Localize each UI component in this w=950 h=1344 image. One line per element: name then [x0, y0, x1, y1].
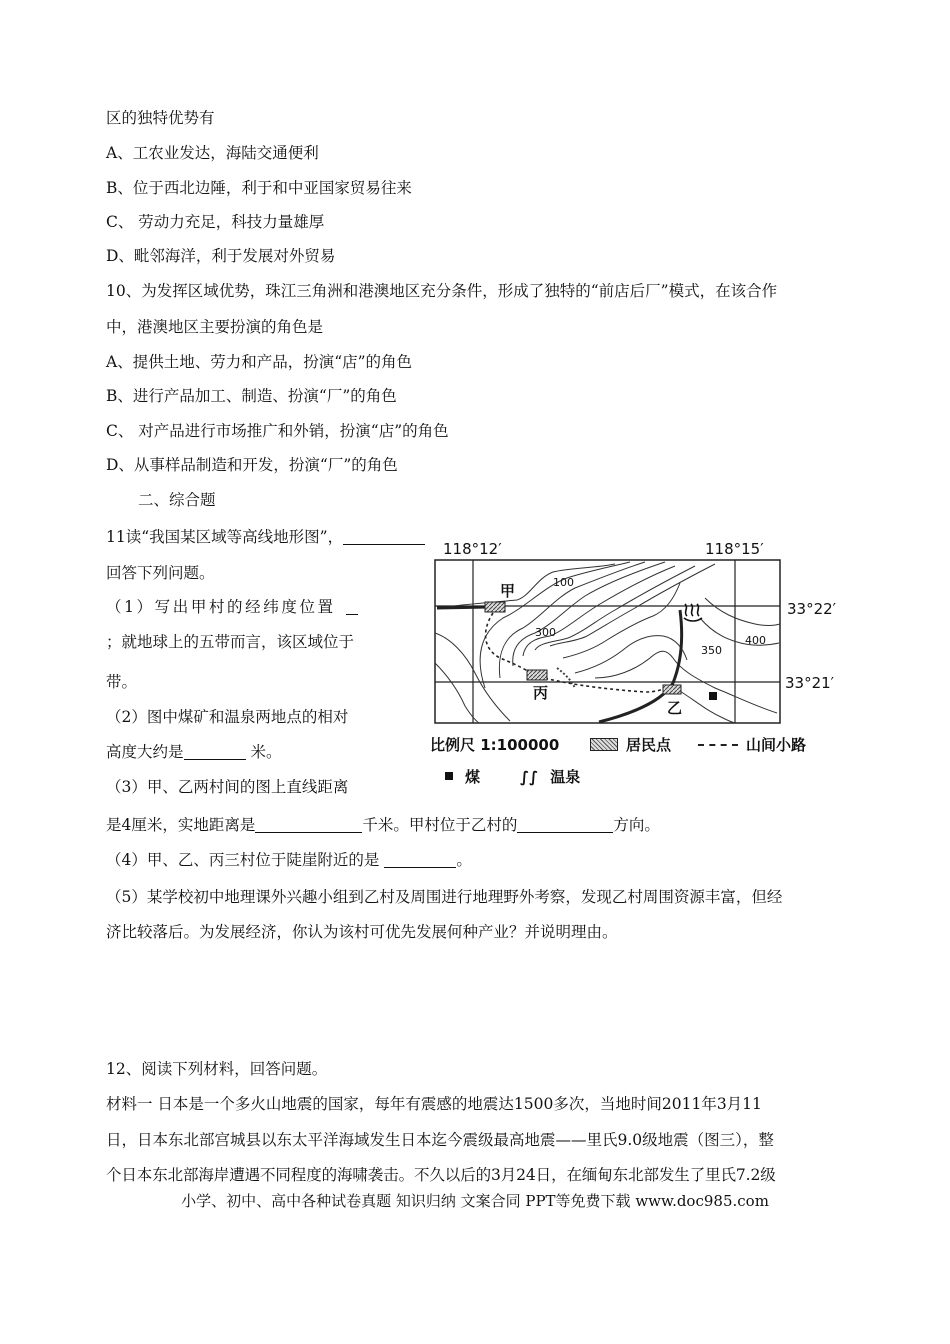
- residential-swatch: [590, 738, 618, 751]
- text-segment: （4）甲、乙、丙三村位于陡崖附近的是: [106, 851, 380, 869]
- path-swatch: [698, 744, 738, 746]
- section-heading: 二、综合题: [138, 491, 216, 509]
- question-10-cont: 中，港澳地区主要扮演的角色是: [106, 318, 324, 336]
- sub-question-3: （3）甲、乙两村间的图上直线距离: [106, 778, 349, 796]
- village-bing-label: 丙: [533, 684, 549, 702]
- material-1-cont: 个日本东北部海岸遭遇不同程度的海啸袭击。不久以后的3月24日，在缅甸东北部发生了里氏7.2级: [106, 1166, 776, 1184]
- village-yi-label: 乙: [667, 699, 683, 717]
- cliff: [557, 668, 575, 688]
- contour-label-400: 400: [745, 634, 766, 647]
- lon-left-label: 118°12′: [443, 540, 502, 558]
- coal-icon: [709, 692, 717, 700]
- coal-swatch: [445, 772, 453, 780]
- village-bing-marker: [527, 670, 547, 680]
- sub-question-1-text: （1）写出甲村的经纬度位置: [106, 598, 336, 616]
- page-footer: 小学、初中、高中各种试卷真题 知识归纳 文案合同 PPT等免费下载 www.doc985.com: [181, 1192, 769, 1210]
- text-segment: 。: [456, 851, 472, 869]
- option-b: B、进行产品加工、制造、扮演“厂”的角色: [106, 387, 397, 405]
- lat-bottom-label: 33°21′: [785, 674, 835, 692]
- option-a: A、提供土地、劳力和产品，扮演“店”的角色: [106, 353, 413, 371]
- option-d: D、从事样品制造和开发，扮演“厂”的角色: [106, 456, 398, 474]
- text-segment: 是4厘米，实地距离是: [106, 816, 256, 834]
- legend-path: [698, 734, 806, 755]
- question-12: 12、阅读下列材料，回答问题。: [106, 1060, 328, 1078]
- answer-blank: [346, 598, 358, 615]
- question-11: [106, 527, 425, 547]
- contour-line: [437, 564, 615, 608]
- text-segment: 高度大约是: [106, 743, 184, 761]
- text-segment: 米。: [250, 743, 282, 761]
- answer-blank: [384, 851, 456, 868]
- legend-scale: 比例尺 1:100000: [430, 736, 560, 754]
- text-line: 回答下列问题。: [106, 564, 215, 582]
- village-yi-marker: [663, 685, 681, 694]
- question-11-text: 11读“我国某区域等高线地形图”，: [106, 528, 344, 546]
- option-c: C、 劳动力充足，科技力量雄厚: [106, 213, 325, 231]
- contour-line: [523, 566, 675, 656]
- option-a: A、工农业发达，海陆交通便利: [106, 144, 319, 162]
- option-d: D、毗邻海洋，利于发展对外贸易: [106, 247, 336, 265]
- material-1: 材料一 日本是一个多火山地震的国家，每年有震感的地震达1500多次，当地时间2011年3月11: [106, 1095, 762, 1113]
- sub-question-3-cont: [106, 815, 660, 835]
- contour-label-350: 350: [701, 644, 722, 657]
- question-10: 10、为发挥区域优势，珠江三角洲和港澳地区充分条件，形成了独特的“前店后厂”模式，在该合作: [106, 282, 778, 300]
- legend-spring-label: 温泉: [550, 768, 581, 786]
- answer-blank: [517, 816, 613, 833]
- material-1-cont: 日，日本东北部宫城县以东太平洋海域发生日本迄今震级最高地震——里氏9.0级地震（图三），整: [106, 1131, 774, 1149]
- contour-line: [550, 564, 715, 646]
- lat-top-label: 33°22′: [787, 600, 837, 618]
- text-segment: 方向。: [613, 816, 660, 834]
- legend-coal-label: 煤: [465, 768, 481, 786]
- text-segment: 千米。甲村位于乙村的: [362, 816, 518, 834]
- contour-line: [705, 598, 780, 626]
- legend-path-label: 山间小路: [746, 736, 807, 754]
- contour-label-300: 300: [535, 626, 556, 639]
- text-line: 区的独特优势有: [106, 109, 215, 127]
- answer-blank: [255, 816, 362, 833]
- contour-line: [563, 583, 680, 658]
- answer-blank: [184, 743, 246, 760]
- legend-residential-label: 居民点: [626, 736, 672, 754]
- mountain-path: [486, 613, 667, 692]
- contour-line: [435, 663, 479, 723]
- text-line: 带。: [106, 673, 138, 691]
- village-jia-marker: [485, 602, 505, 612]
- sub-question-2: （2）图中煤矿和温泉两地点的相对: [106, 708, 349, 726]
- sub-question-4: [106, 850, 472, 870]
- legend-residential: [590, 734, 671, 755]
- sub-question-1: [106, 597, 358, 617]
- sub-question-5-cont: 济比较落后。为发展经济，你认为该村可优先发展何种产业？并说明理由。: [106, 923, 618, 941]
- option-c: C、 对产品进行市场推广和外销，扮演“店”的角色: [106, 422, 449, 440]
- spring-swatch-icon: ∫∫: [520, 768, 539, 786]
- contour-line: [700, 618, 779, 645]
- option-b: B、位于西北边陲，利于和中亚国家贸易往来: [106, 179, 412, 197]
- contour-line: [513, 562, 665, 666]
- sub-question-2-cont: [106, 742, 281, 762]
- legend-spring: [520, 766, 580, 787]
- contour-line: [675, 688, 735, 723]
- sub-question-5: （5）某学校初中地理课外兴趣小组到乙村及周围进行地理野外考察，发现乙村周围资源丰富，但经: [106, 888, 783, 906]
- text-line: ；就地球上的五带而言，该区域位于: [106, 633, 355, 651]
- contour-label-100: 100: [553, 576, 574, 589]
- legend-coal: [445, 766, 480, 787]
- lon-right-label: 118°15′: [705, 540, 764, 558]
- village-jia-label: 甲: [500, 582, 516, 600]
- road: [437, 607, 489, 608]
